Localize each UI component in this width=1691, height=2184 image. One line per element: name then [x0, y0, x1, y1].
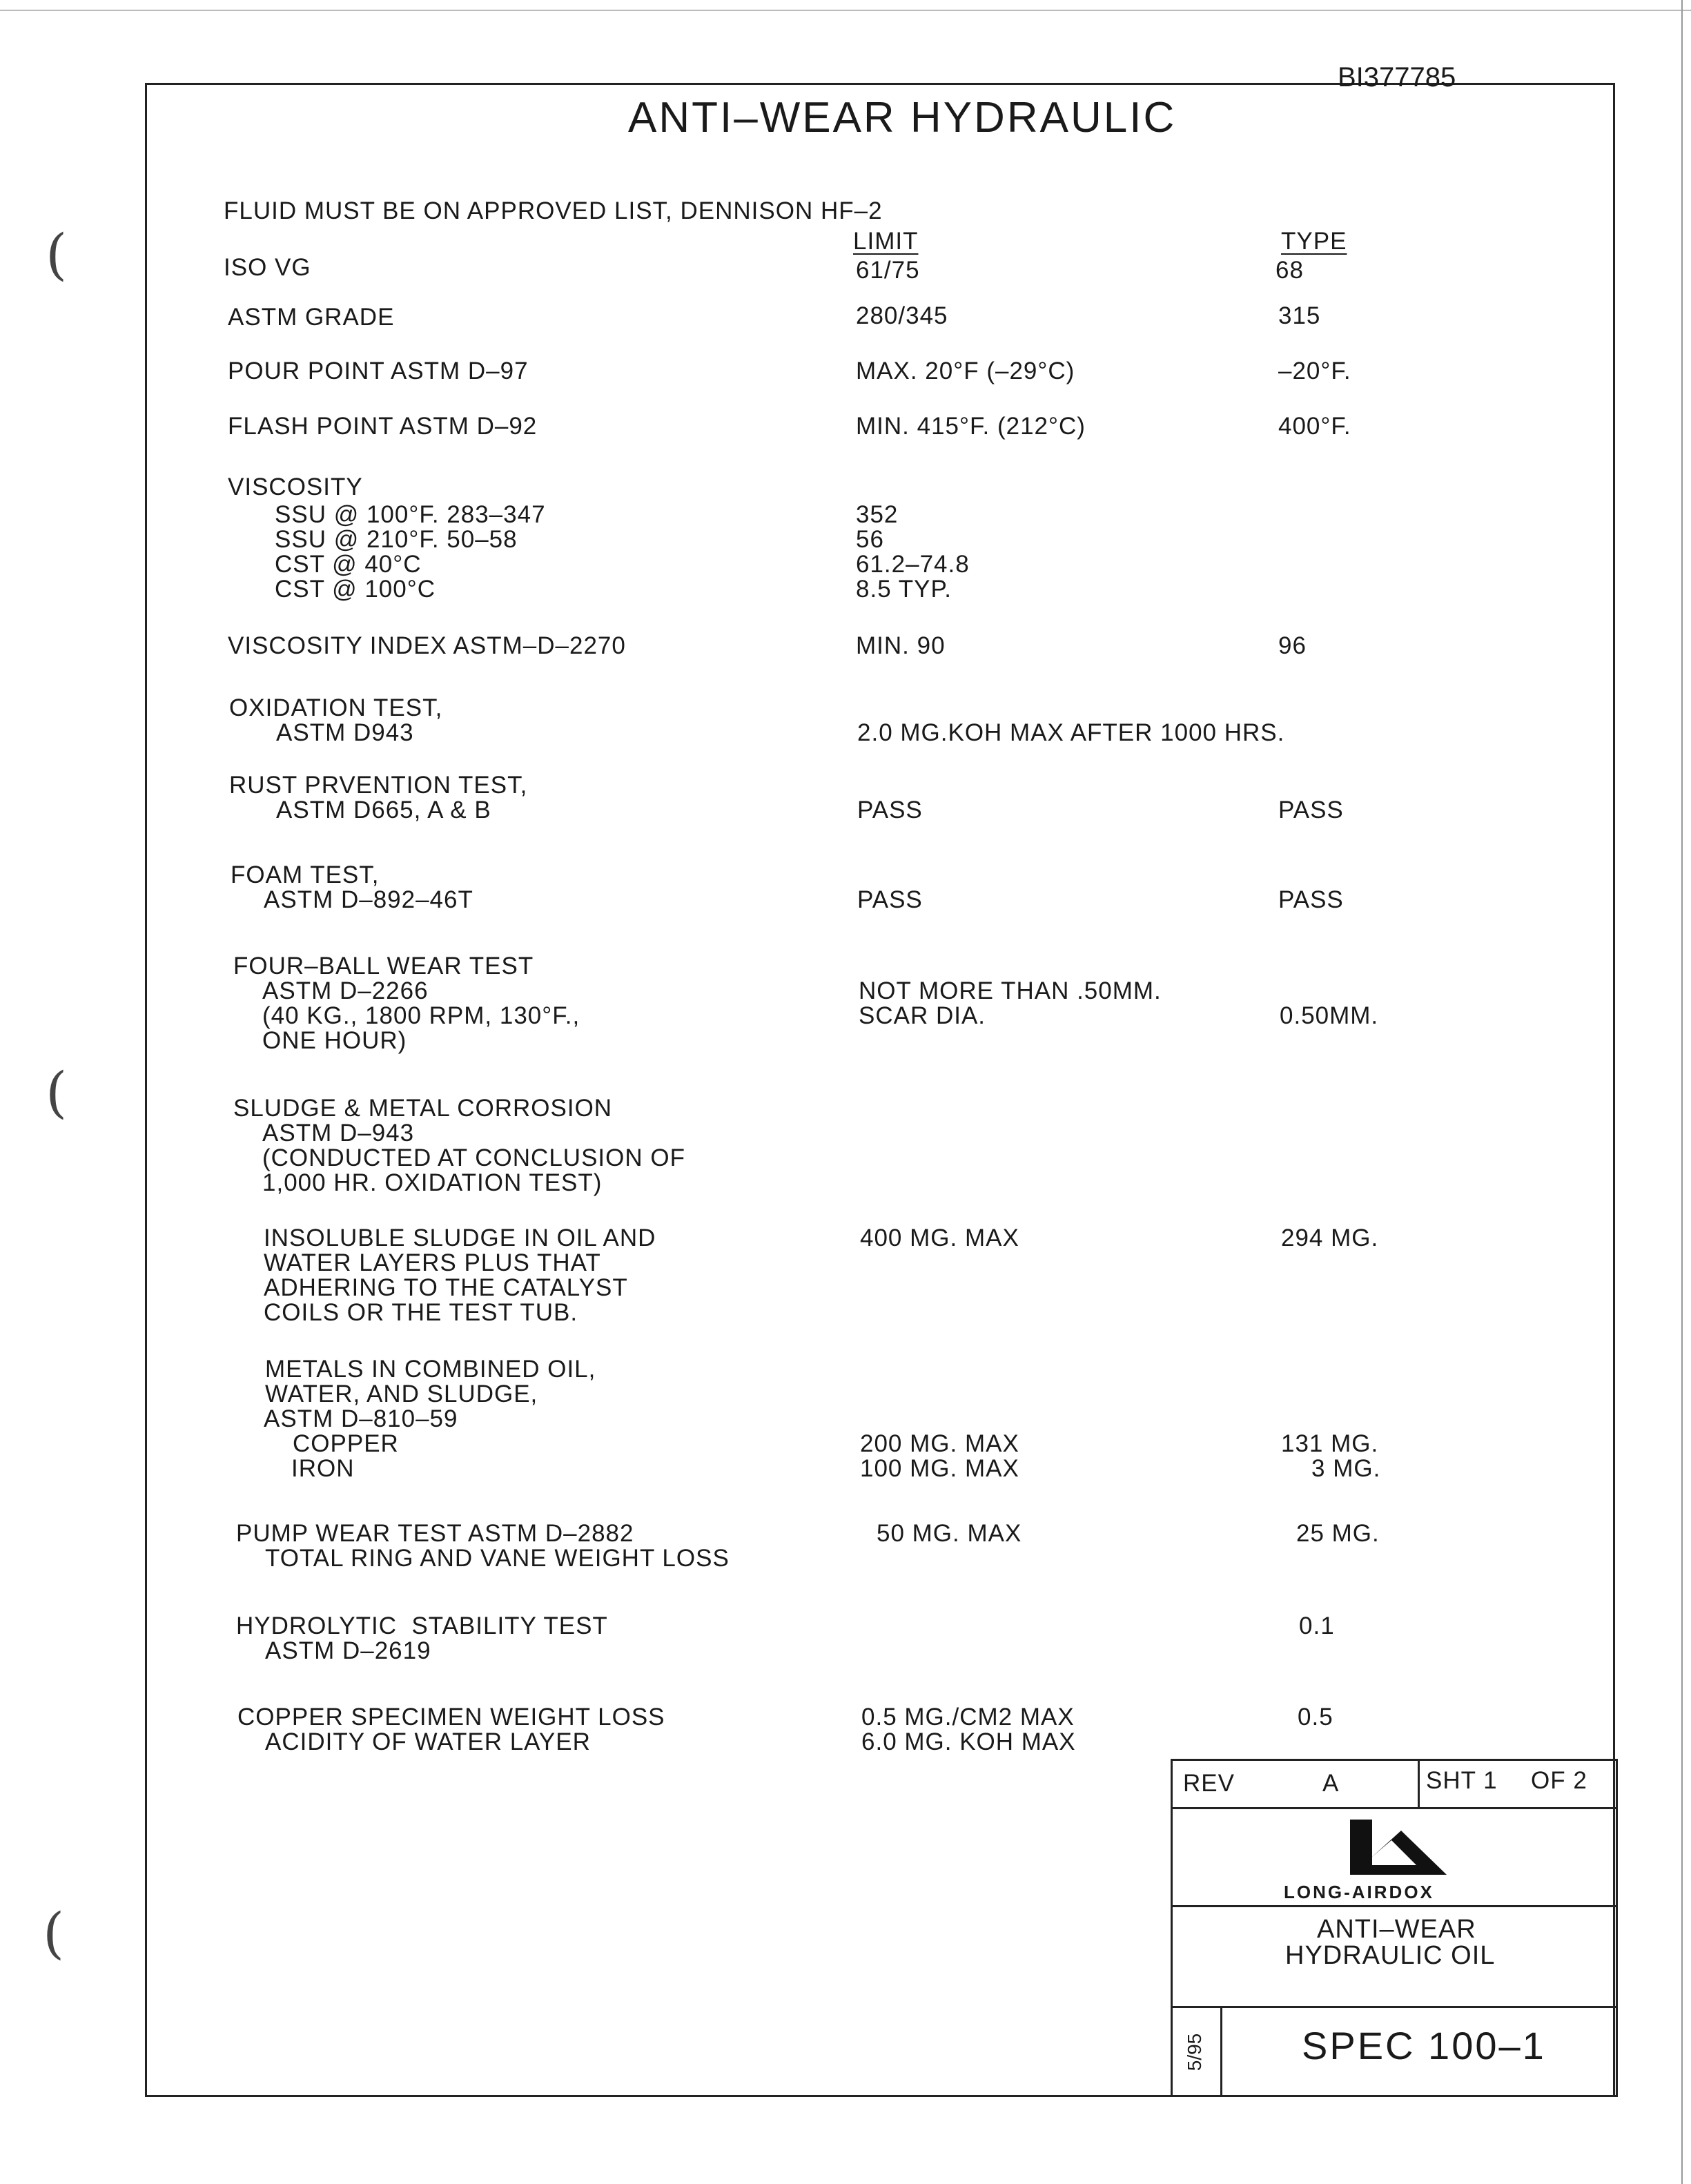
intro-text: FLUID MUST BE ON APPROVED LIST, DENNISON HF–2: [224, 197, 883, 224]
row-value: 56: [856, 526, 884, 553]
row-limit: 6.0 MG. KOH MAX: [861, 1728, 1076, 1755]
type-header: TYPE: [1281, 228, 1347, 255]
row-label: (CONDUCTED AT CONCLUSION OF: [262, 1144, 685, 1171]
row-sublabel: SSU @ 100°F. 283–347: [275, 501, 546, 528]
row-label: ASTM D–943: [262, 1120, 415, 1147]
row-type: 400°F.: [1278, 413, 1351, 440]
row-label: ASTM D–2619: [265, 1637, 431, 1664]
punch-hole-mark: (: [46, 222, 68, 286]
row-limit: 100 MG. MAX: [860, 1455, 1019, 1482]
row-label: ONE HOUR): [262, 1027, 407, 1054]
row-sublabel: SSU @ 210°F. 50–58: [275, 526, 518, 553]
title-block-divider: [1171, 1807, 1618, 1809]
row-label: VISCOSITY: [228, 474, 363, 500]
row-limit: PASS: [857, 886, 923, 913]
row-type: 3 MG.: [1311, 1455, 1381, 1482]
row-label: (40 KG., 1800 RPM, 130°F.,: [262, 1002, 580, 1029]
spec-number: SPEC 100–1: [1302, 2024, 1546, 2067]
row-value: 352: [856, 501, 899, 528]
row-label: WATER LAYERS PLUS THAT: [264, 1249, 601, 1276]
row-label: OXIDATION TEST,: [229, 694, 443, 721]
row-label: INSOLUBLE SLUDGE IN OIL AND: [264, 1225, 656, 1251]
row-label: FOUR–BALL WEAR TEST: [233, 953, 534, 979]
row-label: FOAM TEST,: [231, 861, 380, 888]
row-limit: MIN. 90: [856, 632, 946, 659]
row-type: 0.50MM.: [1280, 1002, 1379, 1029]
row-label: ASTM D–892–46T: [264, 886, 473, 913]
title-block-divider: [1220, 2006, 1222, 2097]
row-type: PASS: [1278, 886, 1344, 913]
row-label: HYDROLYTIC STABILITY TEST: [236, 1612, 608, 1639]
row-type: 131 MG.: [1281, 1430, 1379, 1457]
sheet-number: SHT 1: [1426, 1767, 1498, 1794]
row-label: COILS OR THE TEST TUB.: [264, 1299, 578, 1326]
rev-value: A: [1322, 1770, 1340, 1797]
page-title: ANTI–WEAR HYDRAULIC: [628, 94, 1177, 142]
row-limit: MAX. 20°F (–29°C): [856, 358, 1075, 384]
row-label: 1,000 HR. OXIDATION TEST): [262, 1169, 603, 1196]
row-label: ISO VG: [224, 254, 311, 281]
row-sublabel: CST @ 40°C: [275, 551, 422, 578]
row-sublabel: CST @ 100°C: [275, 576, 436, 603]
row-type: PASS: [1278, 797, 1344, 823]
row-limit: 2.0 MG.KOH MAX AFTER 1000 HRS.: [857, 719, 1285, 746]
row-limit: 400 MG. MAX: [860, 1225, 1019, 1251]
row-label: ASTM D–810–59: [264, 1405, 458, 1432]
row-limit: 0.5 MG./CM2 MAX: [861, 1704, 1075, 1730]
row-type: 25 MG.: [1296, 1520, 1380, 1547]
row-type: –20°F.: [1278, 358, 1351, 384]
row-label: RUST PRVENTION TEST,: [229, 772, 528, 799]
row-sublabel: IRON: [291, 1455, 355, 1482]
row-label: ASTM D–2266: [262, 977, 429, 1004]
row-limit: NOT MORE THAN .50MM.: [859, 977, 1162, 1004]
row-label: WATER, AND SLUDGE,: [265, 1381, 538, 1407]
row-type: 294 MG.: [1281, 1225, 1379, 1251]
row-limit: 50 MG. MAX: [877, 1520, 1022, 1547]
sheet-total: OF 2: [1531, 1767, 1587, 1794]
row-label: PUMP WEAR TEST ASTM D–2882: [236, 1520, 634, 1547]
row-label: ASTM GRADE: [228, 304, 395, 331]
punch-hole-mark: (: [46, 1060, 68, 1124]
row-label: ASTM D943: [276, 719, 414, 746]
limit-header: LIMIT: [853, 228, 919, 255]
row-label: POUR POINT ASTM D–97: [228, 358, 529, 384]
title-block-divider: [1171, 2006, 1618, 2008]
row-limit: MIN. 415°F. (212°C): [856, 413, 1086, 440]
row-label: METALS IN COMBINED OIL,: [265, 1356, 596, 1383]
row-value: 61.2–74.8: [856, 551, 970, 578]
row-label: FLASH POINT ASTM D–92: [228, 413, 538, 440]
row-type: 68: [1275, 257, 1304, 284]
row-limit: 200 MG. MAX: [860, 1430, 1019, 1457]
row-limit: 61/75: [856, 257, 920, 284]
row-limit: 280/345: [856, 302, 948, 329]
long-airdox-logo-icon: [1346, 1817, 1449, 1879]
row-sublabel: COPPER: [293, 1430, 399, 1457]
row-limit: SCAR DIA.: [859, 1002, 986, 1029]
row-label: VISCOSITY INDEX ASTM–D–2270: [228, 632, 626, 659]
title-block-divider: [1171, 1905, 1618, 1907]
row-type: 96: [1278, 632, 1307, 659]
scan-right-edge: [1681, 0, 1683, 2184]
row-label: ACIDITY OF WATER LAYER: [265, 1728, 591, 1755]
row-label: ADHERING TO THE CATALYST: [264, 1274, 628, 1301]
row-label: ASTM D665, A & B: [276, 797, 491, 823]
description-line-2: HYDRAULIC OIL: [1285, 1941, 1496, 1970]
row-type: 0.1: [1299, 1612, 1335, 1639]
logo-text: LONG-AIRDOX: [1284, 1882, 1434, 1902]
title-block-divider: [1418, 1759, 1420, 1807]
row-limit: PASS: [857, 797, 923, 823]
row-label: SLUDGE & METAL CORROSION: [233, 1095, 613, 1122]
description-line-1: ANTI–WEAR: [1317, 1915, 1476, 1944]
revision-date: 5/95: [1184, 2033, 1205, 2071]
row-type: 0.5: [1298, 1704, 1333, 1730]
punch-hole-mark: (: [43, 1901, 65, 1965]
row-label: COPPER SPECIMEN WEIGHT LOSS: [237, 1704, 665, 1730]
row-label: TOTAL RING AND VANE WEIGHT LOSS: [265, 1545, 730, 1572]
rev-label: REV: [1183, 1770, 1235, 1797]
document-id: BI377785: [1338, 62, 1456, 92]
scan-edge-line: [0, 10, 1691, 11]
row-type: 315: [1278, 302, 1321, 329]
row-value: 8.5 TYP.: [856, 576, 952, 603]
